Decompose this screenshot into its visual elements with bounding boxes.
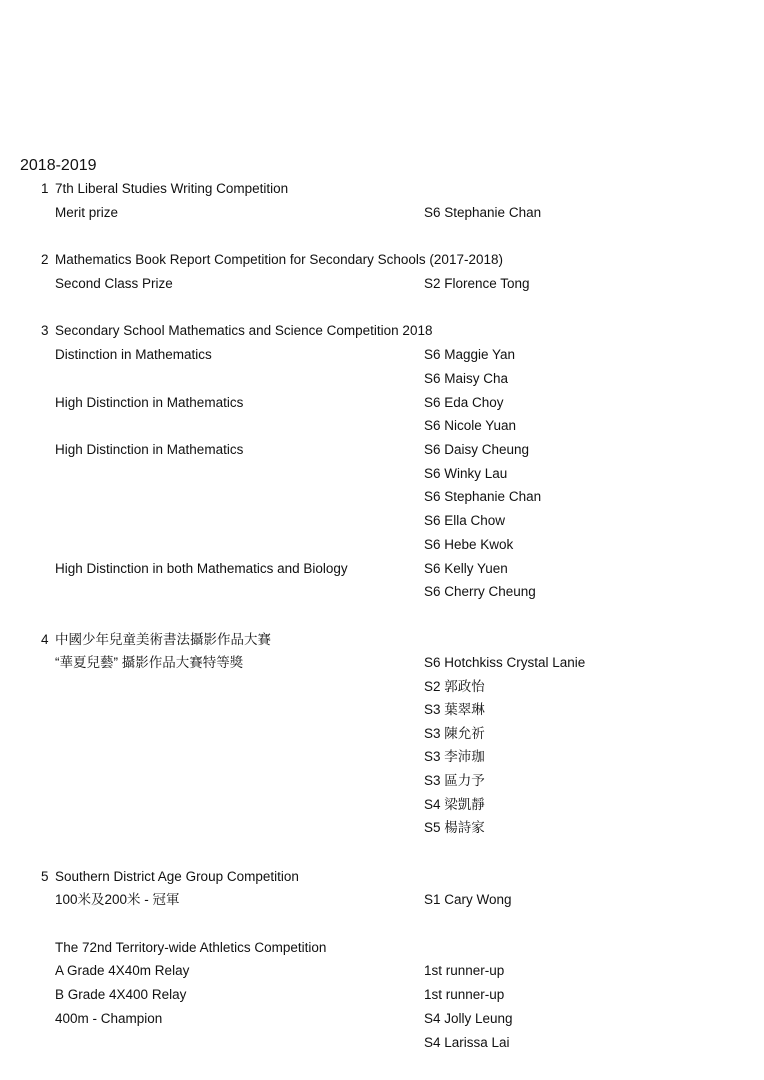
award-recipient: S6 Daisy Cheung: [424, 442, 530, 457]
item-number: 4: [41, 632, 49, 647]
item-number: 1: [41, 181, 49, 196]
award-recipient: S6 Maggie Yan: [424, 347, 516, 362]
award-recipient: S6 Eda Choy: [424, 395, 504, 410]
award-row: [0, 415, 764, 437]
award-row: [0, 629, 764, 651]
award-row: [0, 344, 764, 366]
award-recipient: 1st runner-up: [424, 987, 505, 1002]
award-recipient: S2 郭政怡: [424, 679, 485, 694]
award-description: A Grade 4X40m Relay: [55, 963, 190, 978]
award-row: [0, 699, 764, 721]
award-row: [0, 486, 764, 508]
award-row: [0, 368, 764, 390]
award-recipient: S3 陳允祈: [424, 726, 485, 741]
award-description: Secondary School Mathematics and Science Competition 2018: [55, 323, 433, 338]
award-row: [0, 866, 764, 888]
award-row: [0, 723, 764, 745]
award-recipient: S6 Nicole Yuan: [424, 418, 517, 433]
award-description: The 72nd Territory-wide Athletics Competition: [55, 940, 327, 955]
award-description: 100米及200米 - 冠軍: [55, 892, 180, 907]
award-row: [0, 817, 764, 839]
award-row: [0, 249, 764, 271]
award-row: [0, 937, 764, 959]
award-description: 7th Liberal Studies Writing Competition: [55, 181, 289, 196]
award-description: B Grade 4X400 Relay: [55, 987, 187, 1002]
award-recipient: S3 葉翠琳: [424, 702, 485, 717]
year-heading: 2018-2019: [20, 157, 97, 174]
award-description: 中國少年兒童美術書法攝影作品大賽: [55, 632, 271, 647]
award-row: [0, 273, 764, 295]
award-recipient: S4 Larissa Lai: [424, 1035, 510, 1050]
item-number: 3: [41, 323, 49, 338]
award-recipient: S1 Cary Wong: [424, 892, 512, 907]
award-row: [0, 320, 764, 342]
award-row: [0, 676, 764, 698]
award-description: Mathematics Book Report Competition for Secondary Schools (2017-2018): [55, 252, 503, 267]
award-recipient: S6 Kelly Yuen: [424, 561, 508, 576]
award-row: [0, 746, 764, 768]
award-row: [0, 652, 764, 674]
award-description: Second Class Prize: [55, 276, 173, 291]
award-recipient: S3 李沛珈: [424, 749, 485, 764]
award-recipient: 1st runner-up: [424, 963, 505, 978]
award-description: High Distinction in Mathematics: [55, 395, 244, 410]
award-recipient: S6 Stephanie Chan: [424, 489, 542, 504]
award-row: [0, 1032, 764, 1054]
award-row: [0, 202, 764, 224]
award-recipient: S6 Maisy Cha: [424, 371, 509, 386]
award-recipient: S5 楊詩家: [424, 820, 485, 835]
award-row: [0, 889, 764, 911]
item-number: 2: [41, 252, 49, 267]
award-recipient: S6 Cherry Cheung: [424, 584, 536, 599]
award-row: [0, 984, 764, 1006]
award-row: [0, 178, 764, 200]
award-row: [0, 558, 764, 580]
award-recipient: S6 Winky Lau: [424, 466, 508, 481]
award-row: [0, 392, 764, 414]
award-recipient: S6 Stephanie Chan: [424, 205, 542, 220]
award-recipient: S6 Hotchkiss Crystal Lanie: [424, 655, 586, 670]
award-row: [0, 960, 764, 982]
award-description: Southern District Age Group Competition: [55, 869, 299, 884]
award-row: [0, 1008, 764, 1030]
award-row: [0, 794, 764, 816]
award-recipient: S3 區力予: [424, 773, 485, 788]
award-recipient: S4 梁凱靜: [424, 797, 485, 812]
award-row: [0, 463, 764, 485]
award-row: [0, 510, 764, 532]
award-recipient: S2 Florence Tong: [424, 276, 530, 291]
award-description: Distinction in Mathematics: [55, 347, 212, 362]
award-description: “華夏兒藝” 攝影作品大賽特等獎: [55, 655, 244, 670]
award-description: 400m - Champion: [55, 1011, 163, 1026]
award-description: High Distinction in both Mathematics and Biology: [55, 561, 348, 576]
award-recipient: S6 Hebe Kwok: [424, 537, 514, 552]
award-row: [0, 534, 764, 556]
item-number: 5: [41, 869, 49, 884]
award-recipient: S4 Jolly Leung: [424, 1011, 513, 1026]
award-recipient: S6 Ella Chow: [424, 513, 506, 528]
award-row: [0, 581, 764, 603]
award-row: [0, 770, 764, 792]
award-description: High Distinction in Mathematics: [55, 442, 244, 457]
award-description: Merit prize: [55, 205, 119, 220]
award-row: [0, 439, 764, 461]
